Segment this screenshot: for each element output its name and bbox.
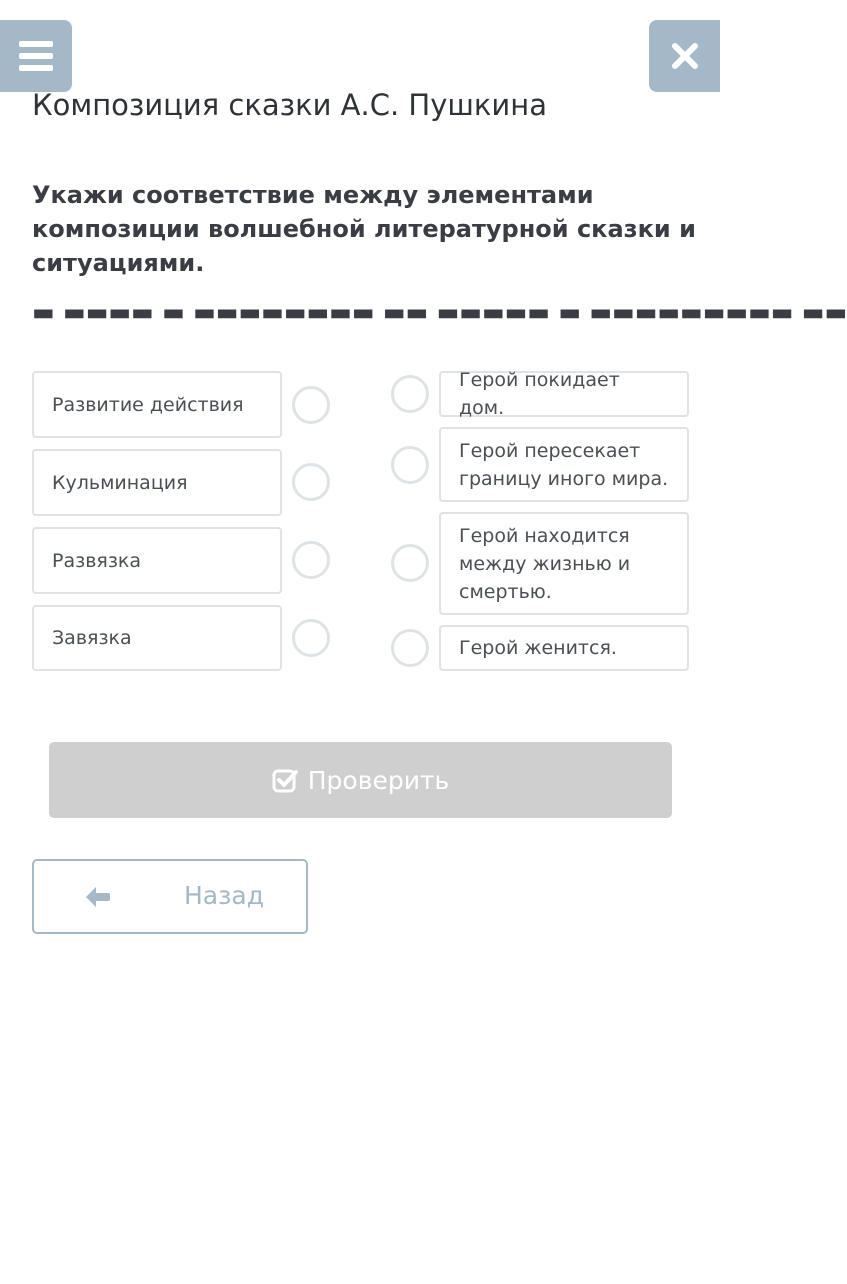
check-button-label: Проверить bbox=[307, 765, 450, 795]
left-item-label: Развитие действия bbox=[52, 393, 244, 416]
left-connector-dot[interactable] bbox=[292, 541, 330, 579]
checkbox-check-icon bbox=[272, 767, 298, 793]
menu-button[interactable] bbox=[0, 20, 72, 92]
right-item-label: Герой женится. bbox=[459, 637, 617, 659]
right-item-label: Герой покидает дом. bbox=[459, 369, 620, 419]
clipped-instruction-line: ▬ ▬▬▬▬ ▬ ▬▬▬▬▬▬▬▬ ▬▬ ▬▬▬▬▬ ▬ ▬▬▬▬▬▬▬▬▬ ▬▬ bbox=[32, 298, 847, 326]
page-title: Композиция сказки А.С. Пушкина bbox=[32, 88, 548, 122]
check-button[interactable] bbox=[49, 742, 672, 818]
question-text: Укажи соответствие между элементами композиции волшебной литературной сказки и ситуациями. bbox=[32, 181, 696, 277]
close-icon bbox=[671, 42, 699, 70]
right-item-marries[interactable] bbox=[439, 625, 689, 671]
right-item-label: Герой пересекает границу иного мира. bbox=[459, 439, 669, 490]
right-connector-dot[interactable] bbox=[391, 375, 429, 413]
back-button[interactable] bbox=[32, 859, 308, 934]
right-connector-dot[interactable] bbox=[391, 446, 429, 484]
back-button-label: Назад bbox=[184, 881, 265, 910]
left-connector-dot[interactable] bbox=[292, 463, 330, 501]
left-item-zavyazka[interactable] bbox=[32, 605, 282, 671]
left-item-label: Кульминация bbox=[52, 471, 188, 494]
right-connector-dot[interactable] bbox=[391, 629, 429, 667]
left-item-kulminatsiya[interactable] bbox=[32, 449, 282, 516]
left-item-label: Завязка bbox=[52, 627, 132, 649]
right-item-life-and-death[interactable] bbox=[439, 512, 689, 615]
left-item-razvitie[interactable] bbox=[32, 371, 282, 438]
left-item-razvyazka[interactable] bbox=[32, 527, 282, 594]
right-connector-dot[interactable] bbox=[391, 544, 429, 582]
arrow-left-icon bbox=[84, 885, 112, 909]
left-connector-dot[interactable] bbox=[292, 619, 330, 657]
right-item-leaves-home[interactable] bbox=[439, 371, 689, 417]
left-item-label: Развязка bbox=[52, 549, 142, 572]
right-item-label: Герой находится между жизнью и смертью. bbox=[459, 524, 631, 603]
left-connector-dot[interactable] bbox=[292, 386, 330, 424]
right-item-crosses-border[interactable] bbox=[439, 427, 689, 502]
close-button[interactable] bbox=[649, 20, 720, 92]
hamburger-menu-icon bbox=[19, 41, 53, 71]
